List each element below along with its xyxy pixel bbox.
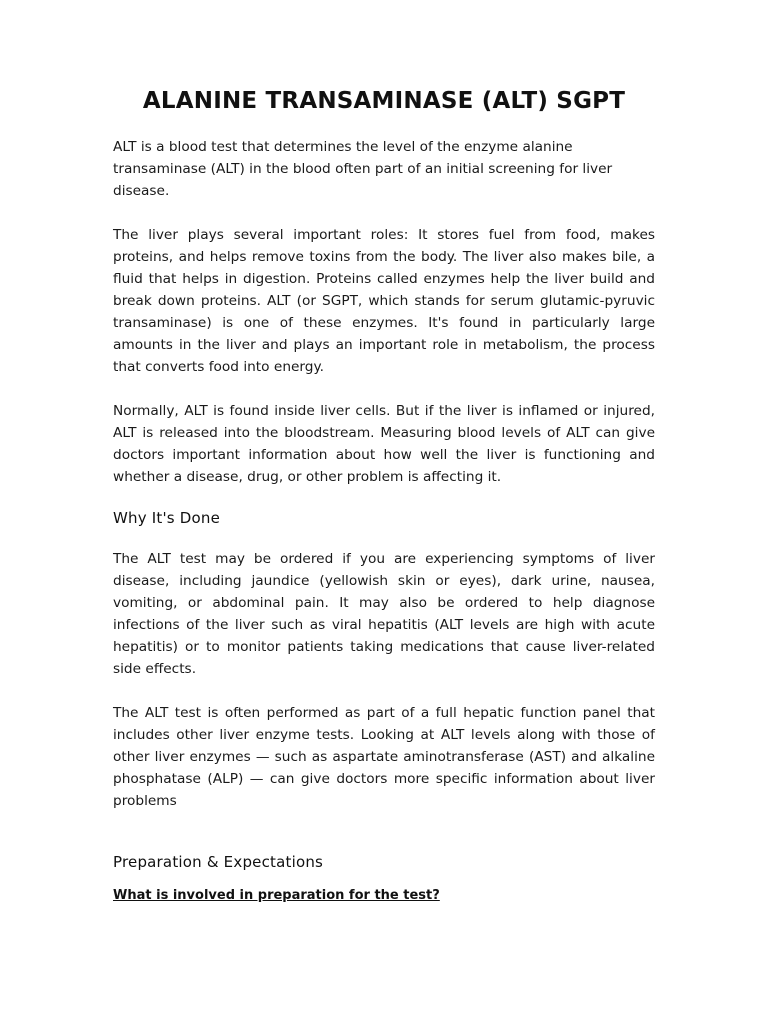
- liver-roles-paragraph: The liver plays several important roles: It stores fuel from food, makes proteins, and helps remove toxins from the body. The liver also makes bile, a fluid that helps in digestion. Proteins called enzymes help the liver build and break down proteins. ALT (or SGPT, which stands for serum glutamic-pyruvic transaminase) is one of these enzymes. It's found in particularly large amounts in the liver and plays an important role in metabolism, the process that converts food into energy.: [113, 227, 655, 375]
- intro-paragraph: ALT is a blood test that determines the level of the enzyme alanine transaminase (ALT) in the blood often part of an initial screening for liver disease.: [113, 139, 613, 199]
- preparation-subheading: What is involved in preparation for the test?: [113, 888, 440, 903]
- preparation-heading: Preparation & Expectations: [113, 853, 324, 871]
- alt-normal-paragraph: Normally, ALT is found inside liver cells. But if the liver is inflamed or injured, ALT is released into the bloodstream. Measuring blood levels of ALT can give doctors important information about how well the liver is functioning and whether a disease, drug, or other problem is affecting it.: [113, 403, 655, 485]
- why-paragraph-2: The ALT test is often performed as part of a full hepatic function panel that includes other liver enzyme tests. Looking at ALT levels along with those of other liver enzymes — such as aspartate aminotransferase (AST) and alkaline phosphatase (ALP) — can give doctors more specific information about liver problems: [113, 705, 655, 809]
- why-its-done-heading: Why It's Done: [113, 509, 221, 527]
- document-page: [113, 88, 655, 903]
- why-paragraph-1: The ALT test may be ordered if you are experiencing symptoms of liver disease, including jaundice (yellowish skin or eyes), dark urine, nausea, vomiting, or abdominal pain. It may also be ordered to help diagnose infections of the liver such as viral hepatitis (ALT levels are high with acute hepatitis) or to monitor patients taking medications that cause liver-related side effects.: [113, 551, 655, 677]
- document-title: ALANINE TRANSAMINASE (ALT) SGPT: [142, 88, 626, 114]
